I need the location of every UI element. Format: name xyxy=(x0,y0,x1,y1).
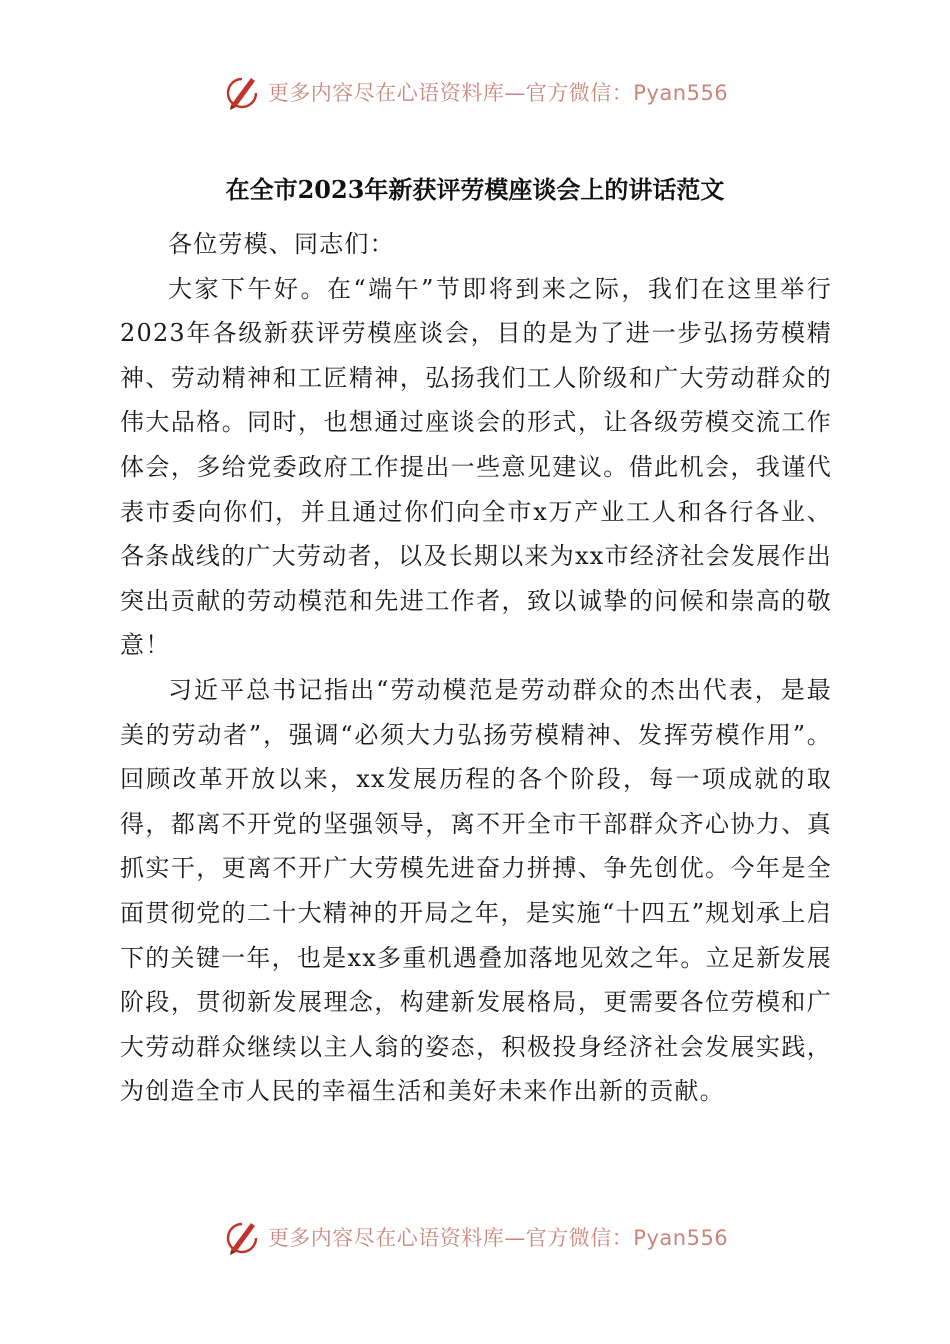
header-watermark xyxy=(0,70,950,114)
footer-watermark xyxy=(0,1215,950,1259)
body-paragraph: 习近平总书记指出“劳动模范是劳动群众的杰出代表，是最美的劳动者”，强调“必须大力弘扬劳模精神、发挥劳模作用”。回顾改革开放以来，xx发展历程的各个阶段，每一项成就的取得，都离不开党的坚强领导，离不开全市干部群众齐心协力、真抓实干，更离不开广大劳模先进奋力拼搏、争先创优。今年是全面贯彻党的二十大精神的开局之年，是实施“十四五”规划承上启下的关键一年，也是xx多重机遇叠加落地见效之年。立足新发展阶段，贯彻新发展理念，构建新发展格局，更需要各位劳模和广大劳动群众继续以主人翁的姿态，积极投身经济社会发展实践，为创造全市人民的幸福生活和美好未来作出新的贡献。 xyxy=(120,675,832,1106)
body-paragraph: 大家下午好。在“端午”节即将到来之际，我们在这里举行2023年各级新获评劳模座谈会，目的是为了进一步弘扬劳模精神、劳动精神和工匠精神，弘扬我们工人阶级和广大劳动群众的伟大品格。同时，也想通过座谈会的形式，让各级劳模交流工作体会，多给党委政府工作提出一些意见建议。借此机会，我谨代表市委向你们，并且通过你们向全市x万产业工人和各行各业、各条战线的广大劳动者，以及长期以来为xx市经济社会发展作出突出贡献的劳动模范和先进工作者，致以诚挚的问候和崇高的敬意！ xyxy=(120,274,832,660)
pen-logo-icon xyxy=(222,72,262,112)
salutation-paragraph: 各位劳模、同志们： xyxy=(168,230,395,258)
watermark-text: 更多内容尽在心语资料库—官方微信：Pyan556 xyxy=(267,81,729,105)
document-title: 在全市2023年新获评劳模座谈会上的讲话范文 xyxy=(225,175,725,204)
watermark-text: 更多内容尽在心语资料库—官方微信：Pyan556 xyxy=(267,1226,729,1250)
pen-logo-icon xyxy=(222,1217,262,1257)
document-body xyxy=(120,222,832,1114)
